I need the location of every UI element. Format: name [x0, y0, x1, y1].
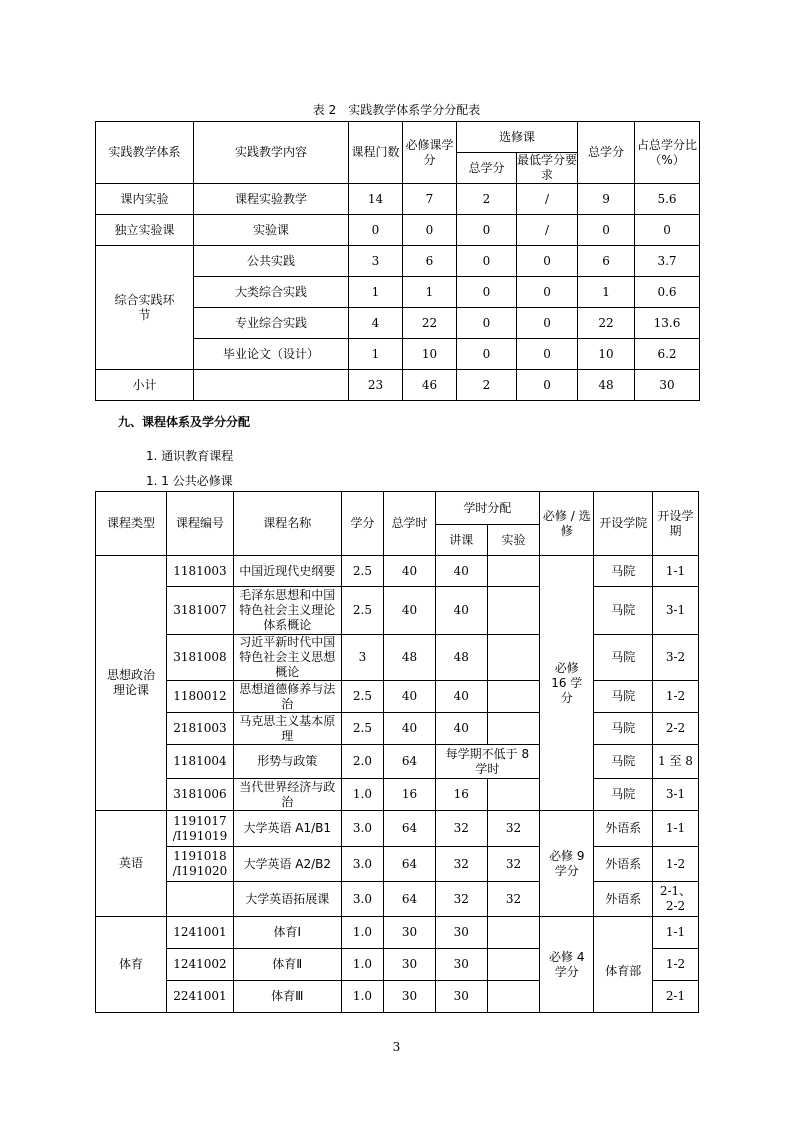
cell-lecture: 16: [435, 779, 487, 811]
cell-required: 10: [403, 339, 457, 370]
table-row: [96, 246, 700, 277]
cell-college: 外语系: [594, 882, 653, 917]
cell-hours: 40: [384, 587, 435, 635]
cell-code: 1241002: [167, 949, 234, 981]
cell-hours: 16: [384, 779, 435, 811]
cell-code: 1181003: [167, 556, 234, 587]
cell-college: 外语系: [594, 811, 653, 847]
cell-code: 1241001: [167, 917, 234, 949]
header-req: 必修 / 选修: [540, 492, 594, 556]
cell-required: 0: [403, 215, 457, 246]
cell-total: 10: [578, 339, 635, 370]
cell-type: 英语: [96, 811, 167, 917]
header-system: 实践教学体系: [96, 122, 194, 184]
cell-total: 0: [578, 215, 635, 246]
cell-college: 马院: [594, 745, 653, 779]
table-row: [96, 587, 699, 635]
cell-term: 1-2: [652, 847, 698, 882]
cell-code: 2241001: [167, 981, 234, 1013]
cell-ratio: 0.6: [635, 277, 700, 308]
cell-el-total: 0: [457, 308, 517, 339]
cell-el-min: /: [517, 215, 578, 246]
table-row: [96, 556, 699, 587]
cell-name: 马克思主义基本原理: [233, 713, 341, 745]
cell-el-total: 0: [457, 215, 517, 246]
cell-count: 23: [349, 370, 403, 401]
cell-college: 马院: [594, 713, 653, 745]
cell-hours: 30: [384, 917, 435, 949]
cell-total: 1: [578, 277, 635, 308]
cell-el-total: 0: [457, 246, 517, 277]
cell-ratio: 3.7: [635, 246, 700, 277]
cell-content: 公共实践: [194, 246, 349, 277]
cell-lab: 32: [487, 847, 539, 882]
cell-college: 马院: [594, 635, 653, 681]
header-hours: 总学时: [384, 492, 435, 556]
cell-lab: [487, 635, 539, 681]
header-content: 实践教学内容: [194, 122, 349, 184]
section-heading: 九、课程体系及学分分配: [118, 415, 251, 429]
cell-college: 马院: [594, 779, 653, 811]
cell-college: 体育部: [594, 917, 653, 1013]
cell-content: [194, 370, 349, 401]
cell-required: 6: [403, 246, 457, 277]
cell-ratio: 30: [635, 370, 700, 401]
cell-code: [167, 882, 234, 917]
table-row: [96, 184, 700, 215]
cell-name: 中国近现代史纲要: [233, 556, 341, 587]
cell-total: 48: [578, 370, 635, 401]
cell-el-total: 0: [457, 339, 517, 370]
cell-count: 0: [349, 215, 403, 246]
cell-total: 22: [578, 308, 635, 339]
cell-ratio: 6.2: [635, 339, 700, 370]
cell-term: 1-2: [652, 949, 698, 981]
cell-credit: 2.5: [341, 556, 384, 587]
cell-term: 1 至 8: [652, 745, 698, 779]
cell-term: 3-1: [652, 587, 698, 635]
cell-credit: 2.0: [341, 745, 384, 779]
cell-count: 4: [349, 308, 403, 339]
cell-lecture: 40: [435, 556, 487, 587]
header-total: 总学分: [578, 122, 635, 184]
table-row: [96, 882, 699, 917]
table2-caption: 表 2 实践教学体系学分分配表: [312, 103, 481, 117]
cell-ratio: 5.6: [635, 184, 700, 215]
cell-lecture: 30: [435, 917, 487, 949]
table-row: [96, 917, 699, 949]
cell-term: 2-2: [652, 713, 698, 745]
header-elective-min: 最低学分要求: [517, 153, 578, 182]
cell-name: 大学英语拓展课: [233, 882, 341, 917]
cell-name: 形势与政策: [233, 745, 341, 779]
header-lecture: 讲课: [435, 525, 487, 556]
cell-name: 习近平新时代中国特色社会主义思想概论: [233, 635, 341, 681]
cell-code: 3181006: [167, 779, 234, 811]
cell-el-total: 0: [457, 277, 517, 308]
cell-lecture: 32: [435, 882, 487, 917]
cell-term: 2-1、2-2: [652, 882, 698, 917]
cell-lab: [487, 917, 539, 949]
cell-credit: 1.0: [341, 981, 384, 1013]
cell-credit: 1.0: [341, 917, 384, 949]
cell-credit: 3: [341, 635, 384, 681]
cell-term: 3-1: [652, 779, 698, 811]
cell-credit: 1.0: [341, 949, 384, 981]
cell-count: 14: [349, 184, 403, 215]
cell-name: 思想道德修养与法治: [233, 681, 341, 713]
table-row: [96, 713, 699, 745]
cell-hours: 40: [384, 681, 435, 713]
cell-el-min: 0: [517, 370, 578, 401]
cell-content: 课程实验教学: [194, 184, 349, 215]
cell-credit: 2.5: [341, 713, 384, 745]
cell-lab: [487, 587, 539, 635]
cell-el-min: 0: [517, 339, 578, 370]
cell-name: 体育Ⅰ: [233, 917, 341, 949]
cell-required: 1: [403, 277, 457, 308]
table-row: [96, 635, 699, 681]
table-row: [96, 847, 699, 882]
cell-college: 马院: [594, 681, 653, 713]
cell-system: 综合实践环节: [96, 246, 194, 370]
cell-code: 1181004: [167, 745, 234, 779]
cell-name: 体育Ⅱ: [233, 949, 341, 981]
cell-system: 小计: [96, 370, 194, 401]
cell-code: 1191017 /I191019: [167, 811, 234, 847]
cell-term: 3-2: [652, 635, 698, 681]
cell-lab: [487, 779, 539, 811]
cell-count: 1: [349, 339, 403, 370]
cell-el-min: /: [517, 184, 578, 215]
cell-term: 1-1: [652, 811, 698, 847]
cell-req: 必修 4 学分: [540, 917, 594, 1013]
cell-lab: 32: [487, 811, 539, 847]
cell-hours: 48: [384, 635, 435, 681]
cell-count: 1: [349, 277, 403, 308]
header-credit: 学分: [341, 492, 384, 556]
course-table: [95, 491, 699, 1013]
cell-total: 6: [578, 246, 635, 277]
cell-count: 3: [349, 246, 403, 277]
subsubsection-heading: 1. 1 公共必修课: [146, 474, 233, 488]
cell-lecture: 每学期不低于 8 学时: [435, 745, 540, 779]
cell-lab: [487, 981, 539, 1013]
cell-credit: 2.5: [341, 587, 384, 635]
cell-req: 必修 9 学分: [540, 811, 594, 917]
header-lab: 实验: [487, 525, 539, 556]
cell-el-min: 0: [517, 308, 578, 339]
cell-hours: 64: [384, 745, 435, 779]
header-dist: 学时分配: [435, 492, 540, 525]
header-name: 课程名称: [233, 492, 341, 556]
cell-lecture: 40: [435, 713, 487, 745]
cell-hours: 40: [384, 556, 435, 587]
cell-hours: 30: [384, 949, 435, 981]
cell-lab: 32: [487, 882, 539, 917]
cell-name: 大学英语 A2/B2: [233, 847, 341, 882]
header-code: 课程编号: [167, 492, 234, 556]
cell-lecture: 48: [435, 635, 487, 681]
cell-lab: [487, 713, 539, 745]
cell-required: 22: [403, 308, 457, 339]
cell-name: 毛泽东思想和中国特色社会主义理论体系概论: [233, 587, 341, 635]
cell-name: 大学英语 A1/B1: [233, 811, 341, 847]
table-row: [96, 745, 699, 779]
cell-hours: 40: [384, 713, 435, 745]
cell-el-total: 2: [457, 184, 517, 215]
cell-ratio: 13.6: [635, 308, 700, 339]
cell-term: 2-1: [652, 981, 698, 1013]
table-row-subtotal: [96, 370, 700, 401]
table-row: [96, 681, 699, 713]
cell-required: 46: [403, 370, 457, 401]
cell-lecture: 32: [435, 811, 487, 847]
subsection-heading: 1. 通识教育课程: [146, 449, 234, 463]
cell-lab: [487, 556, 539, 587]
page-number: 3: [392, 1040, 401, 1054]
cell-content: 毕业论文（设计）: [194, 339, 349, 370]
header-elective-total: 总学分: [457, 153, 517, 184]
cell-hours: 64: [384, 882, 435, 917]
cell-college: 马院: [594, 587, 653, 635]
cell-el-total: 2: [457, 370, 517, 401]
cell-credit: 2.5: [341, 681, 384, 713]
cell-term: 1-1: [652, 556, 698, 587]
cell-college: 马院: [594, 556, 653, 587]
cell-lecture: 30: [435, 981, 487, 1013]
cell-system: 独立实验课: [96, 215, 194, 246]
cell-type: 思想政治理论课: [96, 556, 167, 811]
cell-credit: 3.0: [341, 847, 384, 882]
cell-term: 1-2: [652, 681, 698, 713]
cell-name: 体育Ⅲ: [233, 981, 341, 1013]
header-course-count: 课程门数: [349, 122, 403, 184]
header-elective: 选修课: [457, 122, 578, 153]
header-college: 开设学院: [594, 492, 653, 556]
cell-credit: 3.0: [341, 811, 384, 847]
cell-credit: 3.0: [341, 882, 384, 917]
cell-code: 1180012: [167, 681, 234, 713]
cell-content: 专业综合实践: [194, 308, 349, 339]
cell-el-min: 0: [517, 246, 578, 277]
cell-req: 必修16 学分: [540, 556, 594, 811]
cell-lecture: 32: [435, 847, 487, 882]
cell-lecture: 30: [435, 949, 487, 981]
header-ratio: 占总学分比（%）: [635, 122, 700, 184]
cell-code: 1191018 /I191020: [167, 847, 234, 882]
table-row: [96, 779, 699, 811]
cell-el-min: 0: [517, 277, 578, 308]
cell-hours: 30: [384, 981, 435, 1013]
cell-system: 课内实验: [96, 184, 194, 215]
header-required: 必修课学分: [403, 122, 457, 184]
cell-lecture: 40: [435, 681, 487, 713]
cell-name: 当代世界经济与政治: [233, 779, 341, 811]
practice-credit-table: [95, 121, 700, 401]
cell-lecture: 40: [435, 587, 487, 635]
cell-college: 外语系: [594, 847, 653, 882]
cell-lab: [487, 949, 539, 981]
cell-ratio: 0: [635, 215, 700, 246]
header-term: 开设学期: [652, 492, 698, 556]
header-type: 课程类型: [96, 492, 167, 556]
cell-code: 3181008: [167, 635, 234, 681]
cell-term: 1-1: [652, 917, 698, 949]
table-row: [96, 811, 699, 847]
cell-lab: [487, 681, 539, 713]
cell-credit: 1.0: [341, 779, 384, 811]
cell-type: 体育: [96, 917, 167, 1013]
cell-hours: 64: [384, 847, 435, 882]
cell-total: 9: [578, 184, 635, 215]
cell-code: 2181003: [167, 713, 234, 745]
cell-content: 大类综合实践: [194, 277, 349, 308]
cell-hours: 64: [384, 811, 435, 847]
table-row: [96, 215, 700, 246]
cell-required: 7: [403, 184, 457, 215]
cell-code: 3181007: [167, 587, 234, 635]
cell-content: 实验课: [194, 215, 349, 246]
